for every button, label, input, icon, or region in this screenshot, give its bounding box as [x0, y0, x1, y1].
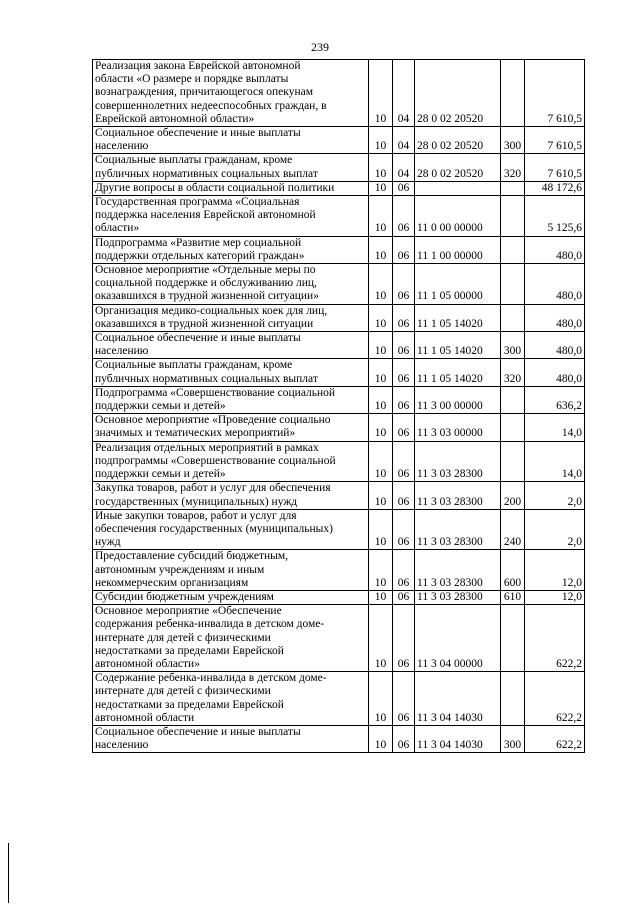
target-article-cell: 11 0 00 00000 [415, 196, 501, 237]
subsection-code-cell: 04 [393, 154, 415, 181]
row-name-cell: Предоставление субсидий бюджетным, автономным учреждениям и иным некоммерческим организациям [93, 550, 369, 591]
table-row [93, 590, 585, 604]
target-article-cell: 11 3 03 28300 [415, 590, 501, 604]
section-code-cell: 10 [369, 304, 393, 331]
section-code-cell: 10 [369, 590, 393, 604]
subsection-code-cell: 06 [393, 414, 415, 441]
section-code-cell: 10 [369, 672, 393, 726]
target-article-cell: 11 1 05 14020 [415, 332, 501, 359]
amount-cell: 7 610,5 [525, 127, 585, 154]
subsection-code-cell: 06 [393, 264, 415, 305]
section-code-cell: 10 [369, 236, 393, 263]
table-row [93, 550, 585, 591]
section-code-cell: 10 [369, 60, 393, 127]
target-article-cell: 11 3 03 28300 [415, 509, 501, 550]
target-article-cell: 28 0 02 20520 [415, 60, 501, 127]
section-code-cell: 10 [369, 725, 393, 752]
expense-type-cell [501, 304, 525, 331]
subsection-code-cell: 06 [393, 482, 415, 509]
amount-cell: 622,2 [525, 725, 585, 752]
row-name-cell: Основное мероприятие «Проведение социально значимых и тематических мероприятий» [93, 414, 369, 441]
table-row [93, 605, 585, 672]
table-row [93, 154, 585, 181]
row-name-cell: Субсидии бюджетным учреждениям [93, 590, 369, 604]
section-code-cell: 10 [369, 196, 393, 237]
amount-cell: 480,0 [525, 359, 585, 386]
amount-cell: 7 610,5 [525, 60, 585, 127]
target-article-cell: 11 1 05 14020 [415, 359, 501, 386]
table-row [93, 264, 585, 305]
amount-cell: 480,0 [525, 332, 585, 359]
expense-type-cell [501, 441, 525, 482]
row-name-cell: Подпрограмма «Развитие мер социальной поддержки отдельных категорий граждан» [93, 236, 369, 263]
section-code-cell: 10 [369, 550, 393, 591]
expense-type-cell [501, 236, 525, 263]
row-name-cell: Государственная программа «Социальная поддержка населения Еврейской автономной области» [93, 196, 369, 237]
section-code-cell: 10 [369, 441, 393, 482]
subsection-code-cell: 06 [393, 386, 415, 413]
target-article-cell: 28 0 02 20520 [415, 127, 501, 154]
table-row [93, 60, 585, 127]
amount-cell: 622,2 [525, 672, 585, 726]
subsection-code-cell: 06 [393, 441, 415, 482]
row-name-cell: Реализация закона Еврейской автономной области «О размере и порядке выплаты вознаграждения, причитающегося опекунам совершеннолетних недееспособных граждан, в Еврейской автономной области» [93, 60, 369, 127]
target-article-cell: 11 3 03 28300 [415, 482, 501, 509]
target-article-cell [415, 181, 501, 195]
subsection-code-cell: 06 [393, 196, 415, 237]
expense-type-cell: 300 [501, 332, 525, 359]
amount-cell: 14,0 [525, 441, 585, 482]
amount-cell: 7 610,5 [525, 154, 585, 181]
expense-type-cell: 610 [501, 590, 525, 604]
expense-type-cell: 320 [501, 154, 525, 181]
expense-type-cell [501, 264, 525, 305]
subsection-code-cell: 06 [393, 605, 415, 672]
target-article-cell: 11 1 05 00000 [415, 264, 501, 305]
amount-cell: 2,0 [525, 509, 585, 550]
table-row [93, 332, 585, 359]
table-row [93, 386, 585, 413]
margin-line [8, 843, 9, 903]
expense-type-cell [501, 605, 525, 672]
target-article-cell: 11 3 03 00000 [415, 414, 501, 441]
target-article-cell: 28 0 02 20520 [415, 154, 501, 181]
expense-type-cell: 600 [501, 550, 525, 591]
amount-cell: 14,0 [525, 414, 585, 441]
amount-cell: 480,0 [525, 304, 585, 331]
section-code-cell: 10 [369, 359, 393, 386]
row-name-cell: Основное мероприятие «Обеспечение содержания ребенка-инвалида в детском доме- интернате для детей с физическими недостатками за пределами Еврейской автономной области» [93, 605, 369, 672]
subsection-code-cell: 06 [393, 672, 415, 726]
expense-type-cell: 240 [501, 509, 525, 550]
subsection-code-cell: 06 [393, 304, 415, 331]
expense-type-cell [501, 60, 525, 127]
target-article-cell: 11 3 03 28300 [415, 441, 501, 482]
amount-cell: 12,0 [525, 550, 585, 591]
section-code-cell: 10 [369, 509, 393, 550]
row-name-cell: Организация медико-социальных коек для лиц, оказавшихся в трудной жизненной ситуации [93, 304, 369, 331]
amount-cell: 2,0 [525, 482, 585, 509]
amount-cell: 48 172,6 [525, 181, 585, 195]
expense-type-cell: 300 [501, 725, 525, 752]
target-article-cell: 11 1 05 14020 [415, 304, 501, 331]
table-row [93, 236, 585, 263]
subsection-code-cell: 06 [393, 236, 415, 263]
section-code-cell: 10 [369, 127, 393, 154]
expense-type-cell: 200 [501, 482, 525, 509]
section-code-cell: 10 [369, 482, 393, 509]
section-code-cell: 10 [369, 386, 393, 413]
target-article-cell: 11 3 04 00000 [415, 605, 501, 672]
section-code-cell: 10 [369, 181, 393, 195]
amount-cell: 622,2 [525, 605, 585, 672]
table-row [93, 441, 585, 482]
target-article-cell: 11 1 00 00000 [415, 236, 501, 263]
row-name-cell: Социальные выплаты гражданам, кроме публичных нормативных социальных выплат [93, 359, 369, 386]
section-code-cell: 10 [369, 264, 393, 305]
row-name-cell: Содержание ребенка-инвалида в детском доме- интернате для детей с физическими недостатками за пределами Еврейской автономной области [93, 672, 369, 726]
amount-cell: 480,0 [525, 264, 585, 305]
subsection-code-cell: 06 [393, 181, 415, 195]
row-name-cell: Основное мероприятие «Отдельные меры по социальной поддержке и обслуживанию лиц, оказавшихся в трудной жизненной ситуации» [93, 264, 369, 305]
expense-type-cell [501, 181, 525, 195]
target-article-cell: 11 3 03 28300 [415, 550, 501, 591]
row-name-cell: Социальные выплаты гражданам, кроме публичных нормативных социальных выплат [93, 154, 369, 181]
section-code-cell: 10 [369, 414, 393, 441]
subsection-code-cell: 06 [393, 359, 415, 386]
row-name-cell: Другие вопросы в области социальной политики [93, 181, 369, 195]
expense-type-cell [501, 196, 525, 237]
subsection-code-cell: 06 [393, 550, 415, 591]
subsection-code-cell: 06 [393, 509, 415, 550]
section-code-cell: 10 [369, 605, 393, 672]
subsection-code-cell: 06 [393, 725, 415, 752]
subsection-code-cell: 06 [393, 590, 415, 604]
target-article-cell: 11 3 04 14030 [415, 725, 501, 752]
row-name-cell: Социальное обеспечение и иные выплаты населению [93, 332, 369, 359]
budget-table [92, 59, 585, 753]
table-row [93, 196, 585, 237]
page-number: 239 [311, 40, 329, 54]
expense-type-cell: 320 [501, 359, 525, 386]
expense-type-cell: 300 [501, 127, 525, 154]
subsection-code-cell: 06 [393, 332, 415, 359]
amount-cell: 12,0 [525, 590, 585, 604]
row-name-cell: Подпрограмма «Совершенствование социальной поддержки семьи и детей» [93, 386, 369, 413]
table-row [93, 359, 585, 386]
row-name-cell: Иные закупки товаров, работ и услуг для обеспечения государственных (муниципальных) нужд [93, 509, 369, 550]
expense-type-cell [501, 386, 525, 413]
table-row [93, 127, 585, 154]
amount-cell: 480,0 [525, 236, 585, 263]
section-code-cell: 10 [369, 154, 393, 181]
row-name-cell: Социальное обеспечение и иные выплаты населению [93, 725, 369, 752]
subsection-code-cell: 04 [393, 60, 415, 127]
target-article-cell: 11 3 04 14030 [415, 672, 501, 726]
amount-cell: 636,2 [525, 386, 585, 413]
table-row [93, 672, 585, 726]
table-row [93, 181, 585, 195]
target-article-cell: 11 3 00 00000 [415, 386, 501, 413]
expense-type-cell [501, 672, 525, 726]
expense-type-cell [501, 414, 525, 441]
row-name-cell: Закупка товаров, работ и услуг для обеспечения государственных (муниципальных) нужд [93, 482, 369, 509]
subsection-code-cell: 04 [393, 127, 415, 154]
table-row [93, 725, 585, 752]
amount-cell: 5 125,6 [525, 196, 585, 237]
table-row [93, 304, 585, 331]
table-body [93, 60, 585, 753]
table-row [93, 509, 585, 550]
section-code-cell: 10 [369, 332, 393, 359]
table-row [93, 482, 585, 509]
table-row [93, 414, 585, 441]
row-name-cell: Социальное обеспечение и иные выплаты населению [93, 127, 369, 154]
row-name-cell: Реализация отдельных мероприятий в рамках подпрограммы «Совершенствование социальной поддержки семьи и детей» [93, 441, 369, 482]
